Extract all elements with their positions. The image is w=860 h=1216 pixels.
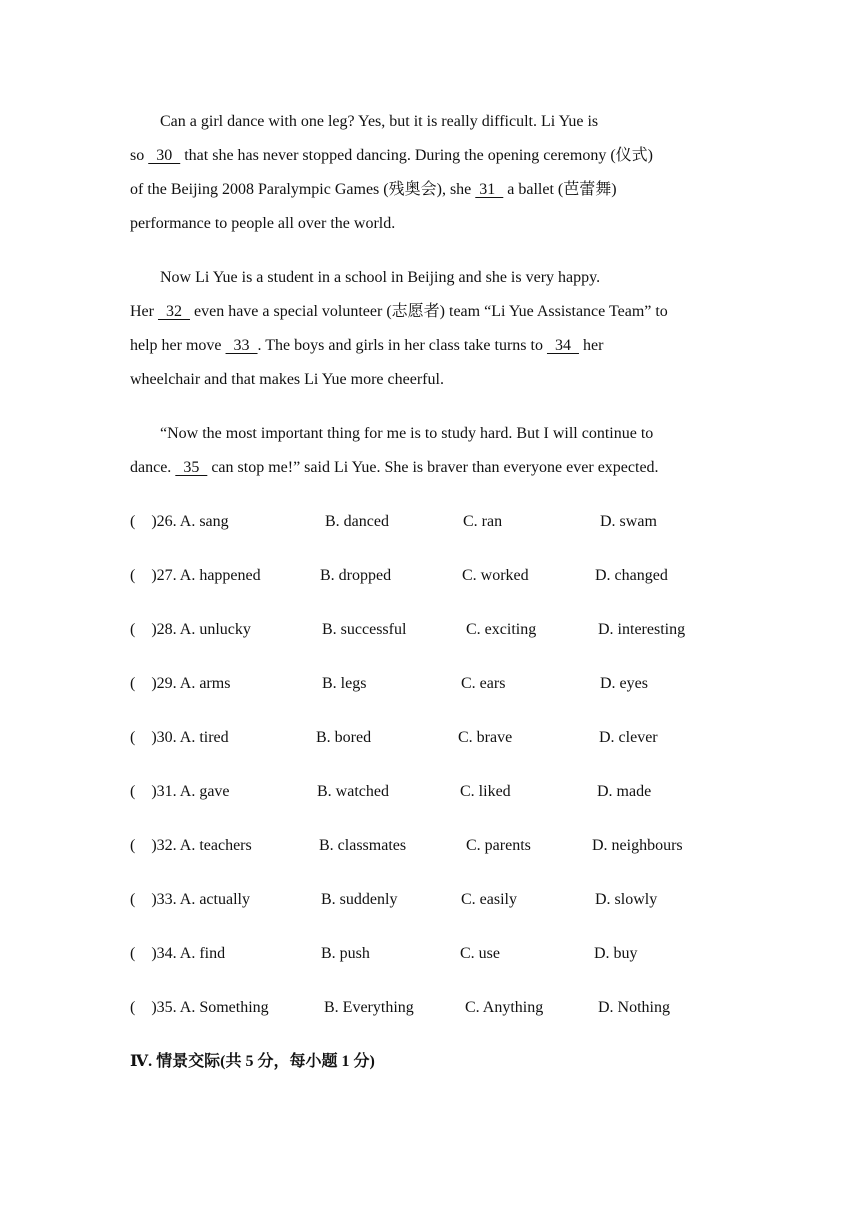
question-30-option-a: ( )30. A. tired — [130, 729, 229, 746]
blank-33: 33 — [225, 337, 258, 354]
p3-line-2-start: dance. — [130, 459, 176, 476]
question-27-option-b: B. dropped — [320, 567, 392, 584]
p1-line-3-start: of the Beijing 2008 Paralympic Games (残奥会), she — [130, 181, 476, 198]
p2-line-4: wheelchair and that makes Li Yue more cheerful. — [130, 371, 444, 388]
question-26-option-b: B. danced — [325, 513, 389, 530]
p2-line-2-start: Her — [130, 303, 158, 320]
blank-32: 32 — [157, 303, 190, 320]
p3-line-1: “Now the most important thing for me is to study hard. But I will continue to — [160, 425, 654, 442]
question-28-option-c: C. exciting — [466, 621, 537, 638]
question-35-option-a: ( )35. A. Something — [130, 999, 269, 1016]
p2-line-3-start: help her move — [130, 337, 226, 354]
question-28-option-d: D. interesting — [598, 621, 686, 638]
p1-line-1: Can a girl dance with one leg? Yes, but it is really difficult. Li Yue is — [160, 113, 599, 130]
question-29-option-c: C. ears — [461, 675, 506, 692]
question-31-option-c: C. liked — [460, 783, 511, 800]
blank-34: 34 — [546, 337, 579, 354]
question-29-option-a: ( )29. A. arms — [130, 675, 231, 692]
question-32-option-b: B. classmates — [319, 837, 407, 854]
p2-line-3 — [130, 336, 603, 356]
question-31-option-b: B. watched — [317, 783, 389, 800]
p3-line-2 — [130, 458, 659, 478]
question-28-option-a: ( )28. A. unlucky — [130, 621, 251, 638]
question-26-option-a: ( )26. A. sang — [130, 513, 229, 530]
blank-30: 30 — [148, 147, 181, 164]
question-33-option-c: C. easily — [461, 891, 517, 908]
p2-line-1: Now Li Yue is a student in a school in Beijing and she is very happy. — [160, 269, 601, 286]
question-29-option-d: D. eyes — [600, 675, 648, 692]
question-34-option-d: D. buy — [594, 945, 638, 962]
p2-line-2-end: even have a special volunteer (志愿者) team “Li Yue Assistance Team” to — [189, 303, 668, 320]
question-34-option-c: C. use — [460, 945, 500, 962]
p2-line-2 — [130, 302, 668, 322]
question-32-option-a: ( )32. A. teachers — [130, 837, 252, 854]
question-28-option-b: B. successful — [322, 621, 407, 638]
p1-line-3 — [130, 180, 617, 200]
blank-31: 31 — [475, 181, 504, 198]
question-27-option-d: D. changed — [595, 567, 668, 584]
question-31-option-d: D. made — [597, 783, 652, 800]
question-35-option-c: C. Anything — [465, 999, 544, 1016]
question-35-option-b: B. Everything — [324, 999, 414, 1016]
question-30-option-b: B. bored — [316, 729, 372, 746]
question-33-option-a: ( )33. A. actually — [130, 891, 250, 908]
question-27-option-a: ( )27. A. happened — [130, 567, 261, 584]
p2-line-3-end: her — [578, 337, 604, 354]
question-34-option-a: ( )34. A. find — [130, 945, 226, 962]
p3-line-2-end: can stop me!” said Li Yue. She is braver than everyone ever expected. — [207, 459, 659, 476]
question-32-option-d: D. neighbours — [592, 837, 683, 854]
section-heading: Ⅳ. 情景交际(共 5 分，每小题 1 分) — [130, 1053, 375, 1070]
question-27-option-c: C. worked — [462, 567, 529, 584]
question-34-option-b: B. push — [321, 945, 370, 962]
question-26-option-d: D. swam — [600, 513, 657, 530]
question-31-option-a: ( )31. A. gave — [130, 783, 230, 800]
question-26-option-c: C. ran — [463, 513, 503, 530]
p1-line-2-end: that she has never stopped dancing. During the opening ceremony (仪式) — [180, 147, 653, 164]
question-33-option-d: D. slowly — [595, 891, 658, 908]
p1-line-2 — [130, 146, 653, 166]
p1-line-2-start: so — [130, 147, 149, 164]
p1-line-4: performance to people all over the world. — [130, 215, 396, 232]
question-29-option-b: B. legs — [322, 675, 367, 692]
question-32-option-c: C. parents — [466, 837, 531, 854]
question-30-option-d: D. clever — [599, 729, 658, 746]
question-33-option-b: B. suddenly — [321, 891, 398, 908]
blank-35: 35 — [175, 459, 208, 476]
question-35-option-d: D. Nothing — [598, 999, 670, 1016]
p2-line-3-mid: . The boys and girls in her class take turns to — [257, 337, 547, 354]
p1-line-3-end: a ballet (芭蕾舞) — [503, 181, 617, 198]
question-30-option-c: C. brave — [458, 729, 513, 746]
